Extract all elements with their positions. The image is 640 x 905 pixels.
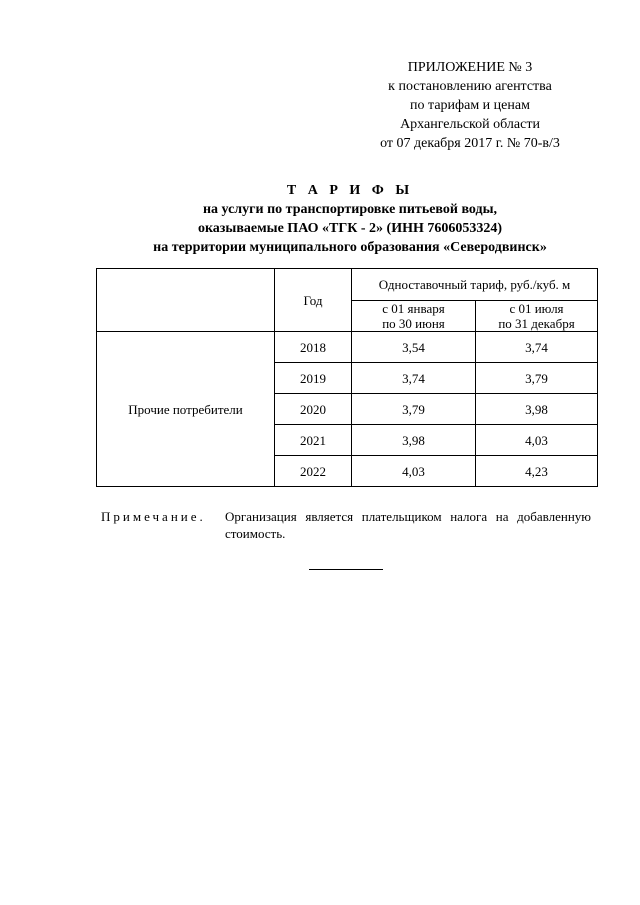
- closing-rule: [309, 569, 383, 570]
- tariff-table: [96, 268, 598, 487]
- year-cell: 2018: [275, 332, 352, 363]
- tariff-cell-p1: 3,54: [352, 332, 476, 363]
- title-line: на территории муниципального образования «Северодвинск»: [153, 240, 547, 255]
- year-header: Год: [275, 269, 352, 332]
- consumer-cell: Прочие потребители: [97, 332, 275, 487]
- tariff-cell-p1: 4,03: [352, 456, 476, 487]
- tariff-cell-p2: 3,98: [476, 394, 598, 425]
- appendix-header: [350, 58, 590, 153]
- tariff-cell-p1: 3,98: [352, 425, 476, 456]
- tariff-cell-p2: 3,79: [476, 363, 598, 394]
- year-cell: 2022: [275, 456, 352, 487]
- year-cell: 2019: [275, 363, 352, 394]
- table-row: [97, 332, 598, 363]
- year-cell: 2020: [275, 394, 352, 425]
- title-line: на услуги по транспортировке питьевой воды,: [202, 202, 498, 217]
- tariff-cell-p2: 4,23: [476, 456, 598, 487]
- note-label: Примечание.: [101, 509, 206, 524]
- appendix-line: Архангельской области: [400, 117, 540, 132]
- period1-line1: с 01 января: [382, 301, 445, 316]
- period2-header: [476, 301, 598, 332]
- document-title: [80, 181, 620, 257]
- tariff-cell-p1: 3,74: [352, 363, 476, 394]
- tariff-header: Одноставочный тариф, руб./куб. м: [352, 269, 598, 301]
- period1-header: [352, 301, 476, 332]
- period2-line1: с 01 июля: [509, 301, 564, 316]
- title-line: оказываемые ПАО «ТГК - 2» (ИНН 7606053324): [197, 221, 503, 236]
- header-blank-cell: [97, 269, 275, 332]
- title-heading: Т А Р И Ф Ы: [286, 183, 414, 198]
- appendix-line: по тарифам и ценам: [410, 98, 530, 113]
- appendix-title: ПРИЛОЖЕНИЕ № 3: [407, 60, 533, 75]
- year-cell: 2021: [275, 425, 352, 456]
- tariff-cell-p2: 3,74: [476, 332, 598, 363]
- appendix-date: от 07 декабря 2017 г. № 70-в/3: [380, 136, 560, 151]
- note-text: Организация является плательщиком налога на добавленную стоимость.: [225, 509, 591, 541]
- tariff-cell-p2: 4,03: [476, 425, 598, 456]
- period2-line2: по 31 декабря: [498, 316, 575, 331]
- period1-line2: по 30 июня: [382, 316, 445, 331]
- appendix-line: к постановлению агентства: [388, 79, 552, 94]
- tariff-cell-p1: 3,79: [352, 394, 476, 425]
